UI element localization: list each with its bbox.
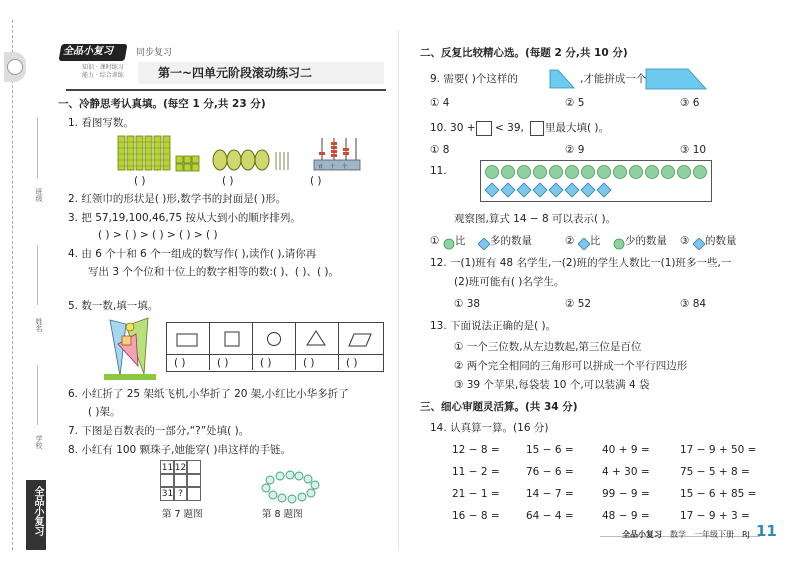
question-1: 1. 看图写数。 [68, 117, 134, 129]
calc-item[interactable]: 14 − 7 = [526, 488, 574, 500]
question-10-part-3: 里最大填( )。 [545, 122, 610, 134]
question-14: 14. 认真算一算。(16 分) [430, 422, 549, 434]
binding-tab-dot [7, 59, 23, 75]
svg-text:百: 百 [318, 164, 324, 170]
calc-item[interactable]: 48 − 9 = [602, 510, 650, 522]
q5-answer-rect[interactable]: ( ) [174, 357, 186, 369]
side-line [37, 365, 38, 425]
blue-diamond-icon [478, 235, 490, 254]
q13-option-2[interactable]: ② 两个完全相同的三角形可以拼成一个平行四边形 [454, 360, 688, 372]
side-line [37, 245, 38, 305]
question-4-line-2: 写出 3 个个位和十位上的数字相等的数:( )、( )、( )。 [88, 266, 339, 278]
footer-grade: 一年级下册 [694, 530, 734, 539]
footer-edition: RJ [742, 530, 750, 539]
q11-opt1-text-b: 多的数量 [490, 235, 532, 247]
question-8: 8. 小红有 100 颗珠子,她能穿( )串这样的手链。 [68, 444, 291, 456]
question-10-part-1: 10. 30 + [430, 122, 476, 134]
q10-blank-box[interactable] [476, 121, 492, 136]
parallelogram-icon [348, 332, 372, 351]
calc-item[interactable]: 64 − 4 = [526, 510, 574, 522]
brand-tag: 同步复习 [136, 48, 173, 58]
tens-rods-picture [116, 134, 206, 178]
question-5: 5. 数一数,填一填。 [68, 300, 159, 312]
q13-option-3[interactable]: ③ 39 个苹果,每袋装 10 个,可以装满 4 袋 [454, 379, 650, 391]
q11-opt2-text-b: 少的数量 [625, 235, 667, 247]
q9-option-2[interactable]: ② 5 [565, 97, 585, 109]
grid-cell: 31 [160, 486, 175, 501]
q12-option-3[interactable]: ③ 84 [680, 298, 707, 310]
q11-opt2-text-a: 比 [590, 235, 601, 247]
figure-8-caption: 第 8 题图 [262, 509, 303, 520]
q9-option-1[interactable]: ① 4 [430, 97, 450, 109]
calc-item[interactable]: 17 − 9 + 50 = [680, 444, 757, 456]
q1-answer-1[interactable]: ( ) [134, 175, 146, 187]
svg-text:个: 个 [342, 164, 348, 170]
q5-answer-circle[interactable]: ( ) [260, 357, 272, 369]
side-line [37, 118, 38, 178]
calc-item[interactable]: 12 − 8 = [452, 444, 500, 456]
q11-opt1-text-a: 比 [455, 235, 466, 247]
q5-answer-parallelogram[interactable]: ( ) [346, 357, 358, 369]
table-col-line [338, 322, 339, 370]
square-icon [224, 331, 240, 351]
q13-option-1[interactable]: ① 一个三位数,从左边数起,第三位是百位 [454, 341, 642, 353]
table-col-line [252, 322, 253, 370]
q11-opt3-text: 的数量 [705, 235, 737, 247]
calc-item[interactable]: 11 − 2 = [452, 466, 500, 478]
rectangle-icon [176, 332, 198, 351]
question-7: 7. 下图是百数表的一部分,“?”处填( )。 [68, 425, 250, 437]
side-label-school: 学校 [35, 435, 43, 449]
question-6-line-2: ( )架。 [88, 406, 121, 418]
question-11: 11. [430, 165, 447, 177]
question-11-text: 观察图,算式 14 − 8 可以表示( )。 [454, 213, 617, 225]
side-label-class: 班级 [35, 188, 43, 202]
section-2-heading: 二、反复比较精心选。(每题 2 分,共 10 分) [420, 47, 628, 59]
q9-option-3[interactable]: ③ 6 [680, 97, 700, 109]
section-3-heading: 三、细心审题灵活算。(共 34 分) [420, 401, 578, 413]
brand-logo-text: 全品小复习 [63, 46, 113, 57]
calc-item[interactable]: 99 − 9 = [602, 488, 650, 500]
q11-num-3[interactable]: ③ [680, 235, 690, 247]
page-title: 第一~四单元阶段滚动练习二 [158, 66, 313, 80]
side-label-name: 姓名 [35, 318, 43, 332]
table-col-line [295, 322, 296, 370]
bracelet-picture [258, 470, 322, 508]
grid-cell: 12 [173, 460, 188, 475]
bundles-picture [212, 148, 294, 176]
page-fold [398, 30, 399, 550]
question-10-part-2: < 39, [495, 122, 524, 134]
side-brand-text: 全品小复习 [32, 486, 43, 536]
circle-icon [266, 331, 282, 351]
question-12-line-2: (2)班可能有( )名学生。 [454, 276, 565, 288]
grid-cell: 11 [160, 460, 175, 475]
q11-num-2[interactable]: ② [565, 235, 575, 247]
q11-circles [484, 164, 708, 202]
table-divider [166, 354, 384, 355]
grid-cell [186, 486, 201, 501]
q10-option-3[interactable]: ③ 10 [680, 144, 707, 156]
question-9-part-1: 9. 需要( )个这样的 [430, 73, 518, 85]
binding-line [12, 20, 14, 550]
green-circle-icon [443, 235, 455, 254]
grid-cell-question[interactable]: ? [173, 486, 188, 501]
q10-option-1[interactable]: ① 8 [430, 144, 450, 156]
question-12-line-1: 12. 一(1)班有 48 名学生,一(2)班的学生人数比一(1)班多一些,一 [430, 257, 732, 269]
big-trapezoid-shape [644, 67, 708, 95]
question-13: 13. 下面说法正确的是( )。 [430, 320, 557, 332]
brand-small-1: 知识 · 课时练习 [82, 64, 124, 71]
question-6-line-1: 6. 小红折了 25 架纸飞机,小华折了 20 架,小红比小华多折了 [68, 388, 349, 400]
table-col-line [209, 322, 210, 370]
q3-answer-line[interactable]: ( ) > ( ) > ( ) > ( ) > ( ) [98, 229, 218, 241]
calc-item[interactable]: 15 − 6 = [526, 444, 574, 456]
footer-brand: 全品小复习 [622, 530, 662, 539]
calc-item[interactable]: 40 + 9 = [602, 444, 650, 456]
calc-item[interactable]: 75 − 5 + 8 = [680, 466, 750, 478]
calc-item[interactable]: 16 − 8 = [452, 510, 500, 522]
blue-diamond-icon [578, 235, 590, 254]
shapes-collage-picture [100, 316, 164, 386]
q12-option-2[interactable]: ② 52 [565, 298, 592, 310]
q5-answer-square[interactable]: ( ) [217, 357, 229, 369]
question-4-line-1: 4. 由 6 个十和 6 个一组成的数写作( ),读作( ),请你再 [68, 248, 317, 260]
svg-text:十: 十 [330, 164, 336, 170]
small-trapezoid-shape [548, 68, 576, 94]
q11-num-1[interactable]: ① [430, 235, 440, 247]
question-3: 3. 把 57,19,100,46,75 按从大到小的顺序排列。 [68, 212, 301, 224]
blue-diamond-icon [693, 235, 705, 254]
calc-item[interactable]: 21 − 1 = [452, 488, 500, 500]
q10-box-ref [530, 121, 544, 136]
q5-answer-triangle[interactable]: ( ) [303, 357, 315, 369]
q12-option-1[interactable]: ① 38 [454, 298, 481, 310]
q10-option-2[interactable]: ② 9 [565, 144, 585, 156]
triangle-icon [306, 330, 326, 350]
abacus-picture [312, 134, 362, 176]
question-9-part-2: ,才能拼成一个 [580, 73, 647, 85]
figure-7-caption: 第 7 题图 [162, 509, 203, 520]
title-underline [66, 89, 386, 91]
footer-subject: 数学 [670, 530, 686, 539]
question-2: 2. 红领巾的形状是( )形,数学书的封面是( )形。 [68, 193, 287, 205]
green-circle-icon [613, 235, 625, 254]
q1-answer-2[interactable]: ( ) [222, 175, 234, 187]
section-1-heading: 一、冷静思考认真填。(每空 1 分,共 23 分) [58, 98, 266, 110]
q1-answer-3[interactable]: ( ) [310, 175, 322, 187]
calc-item[interactable]: 76 − 6 = [526, 466, 574, 478]
calc-item[interactable]: 17 − 9 + 3 = [680, 510, 750, 522]
calc-item[interactable]: 4 + 30 = [602, 466, 650, 478]
page-number: 11 [756, 522, 777, 540]
brand-small-2: 能力 · 综合训练 [82, 72, 124, 79]
calc-item[interactable]: 15 − 6 + 85 = [680, 488, 757, 500]
